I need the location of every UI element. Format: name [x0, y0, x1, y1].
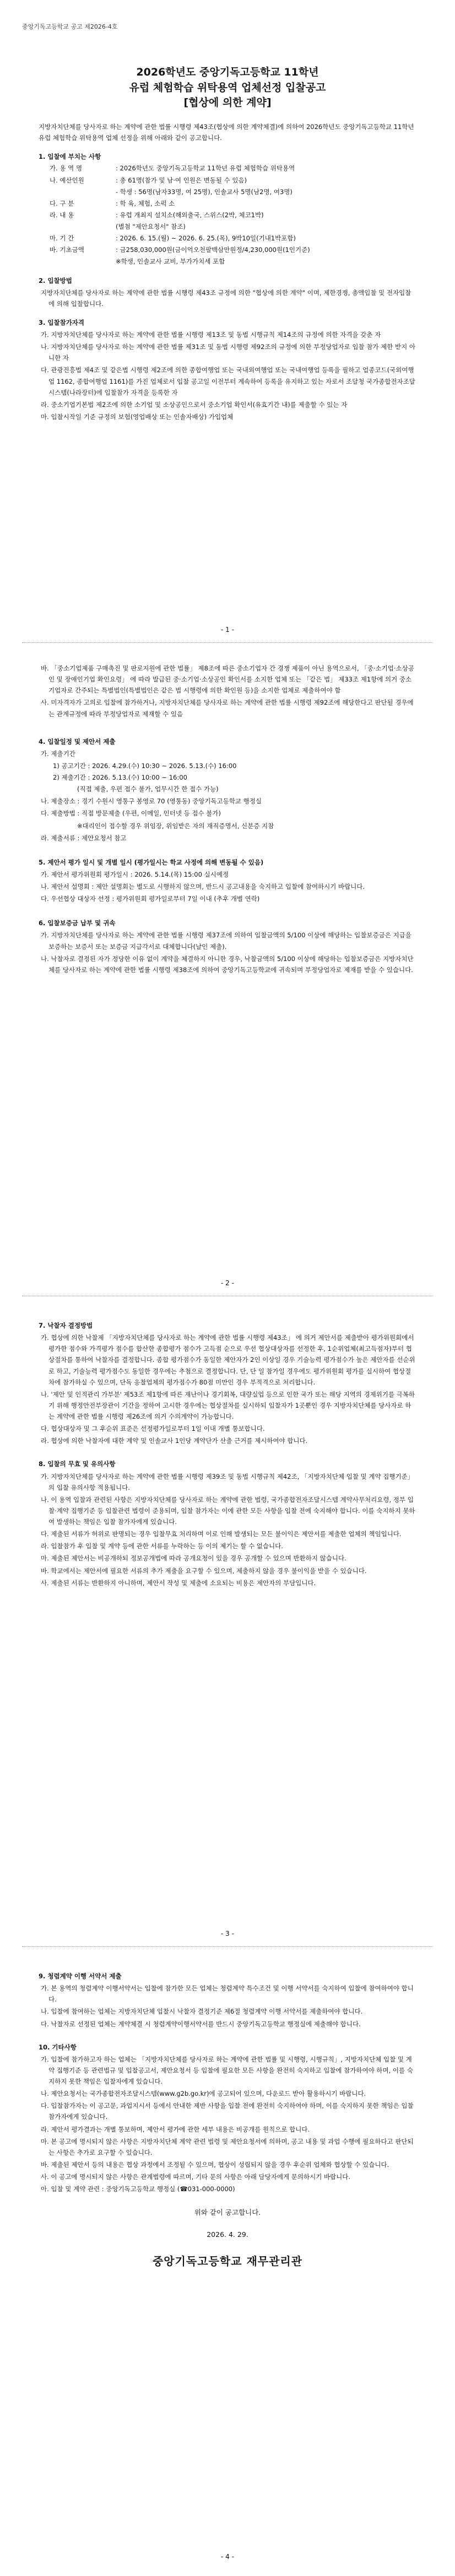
section-9-item: 다. 낙찰자로 선정된 업체는 계약체결 시 청렴계약이행서약서를 반드시 중앙기독고등학교 행정실에 제출해야 합니다. [41, 2020, 361, 2028]
section-8-heading: 8. 입찰의 무효 및 유의사항 [39, 1460, 116, 1468]
section-1-value: - 학생 : 56명(남자33명, 여 25명), 인솔교사 5명(남2명, 여3명) [116, 187, 292, 196]
section-10-item: 다. 입찰참가자는 이 공고문, 과업지시서 등에서 안내한 제반 사항을 입찰 전에 완전히 숙지하여야 하며, 이를 숙지하지 못한 책임은 입찰참가자에게 있습니다. [41, 2102, 414, 2121]
section-6-heading: 6. 입찰보증금 납부 및 귀속 [39, 919, 116, 927]
section-9-item: 나. 입찰에 참여하는 업체는 지방자치단체 입찰시 낙찰자 결정기준 제6절 청렴계약 이행 서약서를 제출하여야 합니다. [41, 2008, 363, 2016]
section-3-item: 가. 지방자치단체를 당사자로 하는 계약에 관한 법률 시행령 제13조 및 동법 시행규칙 제14조의 규정에 의한 자격을 갖춘 자 [41, 331, 381, 339]
section-3-items [39, 329, 416, 422]
section-10-items [39, 2054, 416, 2195]
s4-c: 다. 제출방법 : 직접 방문제출 (우편, 이메일, 인터넷 등 접수 불가) [41, 809, 221, 818]
page-number-4: - 4 - [221, 2553, 234, 2561]
section-3-item: 나. 지방자치단체를 당사자로 하는 계약에 관한 법률 제31조 및 동법 시행령 제92조의 규정에 의한 부정당업자로 입찰 참가 제한 받지 아니한 자 [41, 343, 416, 362]
section-1-key: 바. 기초금액 [50, 246, 84, 254]
section-10-item: 마. 본 공고에 명시되지 않은 사항은 지방자치단체 계약 관련 법령 및 제안요청서에 의하며, 공고 내용 및 과업 수행에 필요하다고 판단되는 사항은 추가로 요구할 수 있습니다. [41, 2137, 414, 2156]
section-1-value: : 유럽 개최지 설치소(해외출국, 스위스(2박, 체코1박) [116, 211, 264, 219]
section-1-value: : 2026. 6. 15.(월) ~ 2026. 6. 25.(목), 9박10일(기내1박포함) [116, 234, 296, 243]
title-line-1: 2026학년도 중앙기독고등학교 11학년 [136, 66, 319, 78]
section-9-heading: 9. 청렴계약 이행 서약서 제출 [39, 1972, 122, 1980]
section-1-row [39, 186, 416, 197]
section-9-items [39, 1983, 416, 2030]
section-3-item: 라. 중소기업기본법 제2조에 의한 소기업 및 소상공인으로서 중소기업 확인서(유효기간 내)를 제출할 수 있는 자 [41, 400, 348, 409]
section-3b-items [39, 663, 416, 720]
section-1-key: 가. 용 역 명 [50, 164, 83, 173]
section-1-key [50, 221, 116, 232]
section-1-row [39, 210, 416, 221]
section-3b-item: 바. 「중소기업제품 구매촉진 및 판로지원에 관한 법률」 제8조에 따른 중소기업자 간 경쟁 제품이 아닌 용역으로서, 「중·소기업·소상공인 및 장애인기업 확인요령」 에 따라 발급된 중·소기업·소상공인 확인서를 소지한 업체 또는 「같은 법」 제33조 제1항에 의거 중소기업자로 간주되는 특별법인(특별법인은 같은 법 시행령에 의한 확인원 등)을 소지한 업체로 제출하여야 함 [41, 664, 414, 695]
page-number-3: - 3 - [221, 1930, 234, 1938]
s4-b: 나. 제출장소 : 경기 수원시 영통구 봉영로 70 (영통동) 중앙기독고등학교 행정실 [41, 797, 262, 806]
section-10-heading: 10. 기타사항 [39, 2043, 77, 2051]
closing-text: 위와 같이 공고합니다. [194, 2208, 261, 2217]
page-2-body [0, 662, 455, 976]
title-block [0, 65, 455, 111]
title-line-2: 유럽 체험학습 위탁용역 업체선정 입찰공고 [129, 81, 326, 94]
section-5-heading: 5. 제안서 평가 일시 및 개별 일시 (평가일시는 학교 사정에 의해 변동될 수 있음) [39, 858, 264, 866]
s4-c-note: ※대리인이 접수할 경우 위임장, 위임받은 자의 재직증명서, 신분증 지참 [77, 822, 274, 830]
s4-a: 가. 제출기간 [41, 749, 75, 758]
section-1-row [39, 233, 416, 244]
section-1-value: : 2026학년도 중앙기독고등학교 11학년 유럽 체험학습 위탁용역 [116, 164, 295, 173]
section-8-item: 다. 제출된 서류가 허위로 판명되는 경우 입찰무효 처리하며 이로 인해 발생되는 모든 불이익은 제안서를 제출한 업체의 책임입니다. [41, 1530, 402, 1538]
section-10-item: 가. 입찰에 참가하고자 하는 업체는 「지방자치단체를 당사자로 하는 계약에 관한 법률 및 시행령, 시행규칙」, 지방자치단체 입찰 및 계약 집행기준 등 관련법규 및 입찰공고서, 제안요청서 등 입찰에 필요한 모든 사항을 완전히 숙지하고 입찰에 참가하여야 하며, 이를 숙지하지 못한 책임은 입찰자에게 있습니다. [41, 2055, 413, 2085]
section-1-value: (별첨 "제안요청서" 참조) [116, 223, 186, 230]
s6-b: 나. 낙찰자로 결정된 자가 정당한 이유 없이 계약을 체결하지 아니한 경우, 낙찰금액의 5/100 이상에 해당하는 입찰보증금은 지방자치단체를 당사자로 하는 계약에 관한 법률 시행령 제38조에 의하여 중앙기독고등학교에 귀속되며 부정당업자로 제재를 받을 수 있습니다. [41, 954, 414, 974]
section-1-value: : 금258,030,000원(금이억오천팔백삼만원정/4,230,000원(1인기준) [116, 246, 310, 254]
section-1-rows [39, 163, 416, 267]
section-10-item: 아. 입찰 및 계약 관련 : 중앙기독고등학교 행정실 (☎031-000-0000) [41, 2185, 235, 2193]
section-1-row [39, 244, 416, 255]
page-separator [22, 642, 433, 643]
section-7-heading: 7. 낙찰자 결정방법 [39, 1322, 93, 1329]
intro-paragraph: 지방자치단체를 당사자로 하는 계약에 관한 법률 시행령 제43조(협상에 의한 계약체결)에 의하여 2026학년도 중앙기독고등학교 11학년 유럽 체험학습 위탁용역 업체 선정을 위해 아래와 같이 공고합니다. [39, 123, 414, 142]
section-1-key: 나. 예산인원 [50, 176, 84, 184]
section-1-key: 다. 구 분 [50, 199, 74, 207]
s7-a: 가. 협상에 의한 낙찰제 「지방자치단체를 당사자로 하는 계약에 관한 법률 시행령 제43조」 에 의거 제안서를 제출받아 평가위원회에서 평가한 점수와 가격평가 점수를 합산한 종합평가 점수가 고득점 순으로 우선 협상대상자를 선정한 후, 1순위업체(최고득점자)부터 협상절차를 통하여 낙찰자를 결정합니다. 종합 평가점수가 동일한 제안자가 2인 이상일 경우 기술능력 평가점수가 높은 제안자를 선순위로 하고, 기술능력 평가점수도 동일한 경우에는 추첨으로 결정합니다. 단, 단 일 참가일 경우에도 평가위원회 평가를 실시하여 협상절차에 참가하실 수 있으며, 단독 응찰업체의 평가점수가 80점 미만인 경우 부적격으로 처리합니다. [41, 1334, 415, 1386]
section-1-row [39, 256, 416, 267]
title-line-3: [협상에 의한 계약] [183, 96, 272, 109]
section-1-key [50, 256, 116, 267]
section-10-item: 사. 이 공고에 명시되지 않은 사항은 관계법령에 따르며, 기타 문의 사항은 아래 담당자에게 문의하시기 바랍니다. [41, 2173, 351, 2181]
page-4-body [0, 1963, 455, 2271]
section-10-item: 나. 제안요청서는 국가종합전자조달시스템(www.g2b.go.kr)에 공고되어 있으며, 다운로드 받아 활용하시기 바랍니다. [41, 2090, 366, 2098]
section-3-item: 다. 관광진흥법 제4조 및 같은법 시행령 제2조에 의한 종합여행업 또는 국내외여행업 또는 국내여행업 등록을 필하고 업종코드(국외여행업 1162, 종합여행업 1161)를 가진 업체로서 입찰 공고일 이전부터 계속하여 등록을 유지하고 있는 자로서 조달청 국가종합전자조달시스템(나라장터)에 입찰참가 자격을 등록한 자 [41, 366, 415, 396]
s4-a2: 2) 제출기간 : 2026. 5.13.(수) 10:00 ~ 16:00 [53, 774, 187, 781]
section-1-row [39, 163, 416, 174]
page-1-body [0, 116, 455, 423]
section-3-item: 마. 입찰시작일 기준 규정의 보험(영업배상 또는 인솔자배상) 가입업체 [41, 412, 234, 421]
section-1-row [39, 221, 416, 232]
page-number-1: - 1 - [221, 626, 234, 634]
s7-c: 다. 협상대상자 및 그 후순위 표준은 선정평가일로부터 1일 이내 개별 통보합니다. [41, 1425, 265, 1433]
section-1-value: ※학생, 인솔교사 교비, 부가가치세 포함 [116, 257, 225, 266]
section-2-text: 지방자치단체를 당사자로 하는 계약에 관한 법률 시행령 제43조 규정에 의한 "협상에 의한 계약" 이며, 제한경쟁, 총액입찰 및 전자입찰에 의해 입찰합니다. [41, 288, 411, 308]
section-8-items [39, 1471, 416, 1588]
s4-d: 라. 제출서류 : 제안요청서 참고 [41, 834, 127, 842]
section-1-heading: 1. 입찰에 부치는 사항 [39, 153, 101, 161]
section-3-heading: 3. 입찰참가자격 [39, 318, 85, 326]
section-8-item: 나. 이 용역 입찰과 관련된 사항은 지방자치단체를 당사자로 하는 계약에 관한 법령, 국가종합전자조달시스템 계약사무처리요령, 정부 입찰·계약 집행기준 등 입찰관련 법령이 준용되며, 입찰 참가자는 이에 관한 모든 사항을 입찰 전에 숙지해야 합니다. 이를 숙지하지 못하여 발생하는 책임은 입찰 참가자에게 있습니다. [41, 1495, 415, 1526]
section-1-value: : 학 육, 체험, 소퍽 소 [116, 199, 175, 207]
page-3-body [0, 1312, 455, 1590]
page-separator [22, 1946, 433, 1947]
s7-b: 나. '제안 및 인적관리 가부분' 제53조 제1항에 따른 재난이나 경기회복, 대량실업 등으로 인한 국가 또는 해당 지역의 경제위기를 극복하기 위해 행정안전부장관이 기간을 정하여 고시한 경우에는 협상절차를 실시하되 입찰자가 1곳뿐인 경우 지방자치단체를 당사자로 하는 계약에 관한 법률 시행령 제26조에 의거 수의계약이 가능합니다. [41, 1390, 415, 1420]
s4-a1: 1) 공고기간 : 2026. 4.29.(수) 10:30 ~ 2026. 5.13.(수) 16:00 [53, 761, 237, 770]
section-9-item: 가. 본 용역의 청렴계약 이행서약서는 입찰에 참가한 모든 업체는 청렴계약 특수조건 및 이행 서약서를 숙지하여 입찰에 참여하여야 합니다. [41, 1984, 414, 2004]
s5-c: 다. 우선협상 대상자 선정 : 평가위원회 평가일로부터 7일 이내 (추후 개별 연락) [41, 895, 260, 903]
closing-date: 2026. 4. 29. [207, 2230, 248, 2239]
section-8-item: 사. 제출된 서류는 반환하지 아니하며, 제안서 작성 및 제출에 소요되는 비용은 제안자의 부담입니다. [41, 1579, 316, 1587]
s6-a: 가. 지방자치단체를 당사자로 하는 계약에 관한 법률 시행령 제37조에 의하여 입찰금액의 5/100 이상에 해당하는 입찰보증금은 지급을 보증하는 보증서 또는 보증금 지급각서로 대체합니다(날인 제출). [41, 931, 411, 951]
section-2-heading: 2. 입찰방법 [39, 276, 72, 285]
section-1-value: : 총 61명(참가 및 남·여 인원은 변동될 수 있음) [116, 176, 247, 184]
s7-d: 라. 협상에 의한 낙찰자에 대한 계약 및 인솔교사 1인당 계약단가 산출 근거를 제시하여야 합니다. [41, 1437, 308, 1445]
section-10-item: 라. 제안서 평가결과는 개별 통보하며, 제안서 평가에 관한 세부 내용은 비공개를 원칙으로 합니다. [41, 2125, 310, 2133]
section-4-heading: 4. 입찰일정 및 제안서 제출 [39, 737, 116, 745]
section-8-item: 마. 제출된 제안서는 비공개하되 정보공개법에 따라 공개요청이 있을 경우 공개할 수 있으며 반환하지 않습니다. [41, 1554, 346, 1563]
section-8-item: 바. 학교에서는 제안서에 필요한 서류의 추가 제출을 요구할 수 있으며, 제출하지 않을 경우 불이익을 받을 수 있습니다. [41, 1566, 367, 1575]
section-1-row [39, 175, 416, 186]
section-1-key [50, 186, 116, 197]
section-1-key: 마. 기 간 [50, 234, 74, 243]
page-number-2: - 2 - [221, 1279, 234, 1287]
document-number: 중앙기독고등학교 공고 제2026-4호 [22, 23, 118, 30]
section-8-item: 라. 입찰참가 후 입찰 및 계약 등에 관한 서류를 누락하는 등 이의 제기는 할 수 없습니다. [41, 1542, 283, 1550]
section-8-item: 가. 지방자치단체를 당사자로 하는 계약에 관한 법률 시행령 제39조 및 동법 시행규칙 제42조, 「지방자치단체 입찰 및 계약 집행기준」 의 입찰 유의사항 적용됩니다. [41, 1472, 414, 1491]
s4-a2-note: (직접 제출, 우편 접수 불가, 업무시간 한 접수 가능) [77, 785, 219, 793]
s5-a: 가. 제안서 평가위원회 평가일시 : 2026. 5.14.(목) 15:00 실시예정 [41, 870, 229, 878]
issuing-organization: 중앙기독고등학교 재무관리관 [152, 2255, 303, 2268]
section-1-key: 라. 내 용 [50, 211, 74, 219]
section-1-row [39, 198, 416, 209]
s5-b: 나. 제안서 설명회 : 제안 설명회는 별도로 시행하지 않으며, 반드시 공고내용을 숙지하고 입찰에 참여하시기 바랍니다. [41, 883, 365, 890]
section-3b-item: 사. 미자격자가 고의로 입찰에 참가하거나, 지방자치단체를 당사자로 하는 계약에 관한 법률 시행령 제92조에 해당한다고 판단될 경우에는 관계규정에 따라 부정당업자로 제재할 수 있음 [41, 699, 414, 718]
section-10-item: 바. 제출된 제안서 등의 내용은 협상 과정에서 조정될 수 있으며, 협상이 성립되지 않을 경우 후순위 업체와 협상할 수 있습니다. [41, 2160, 389, 2169]
